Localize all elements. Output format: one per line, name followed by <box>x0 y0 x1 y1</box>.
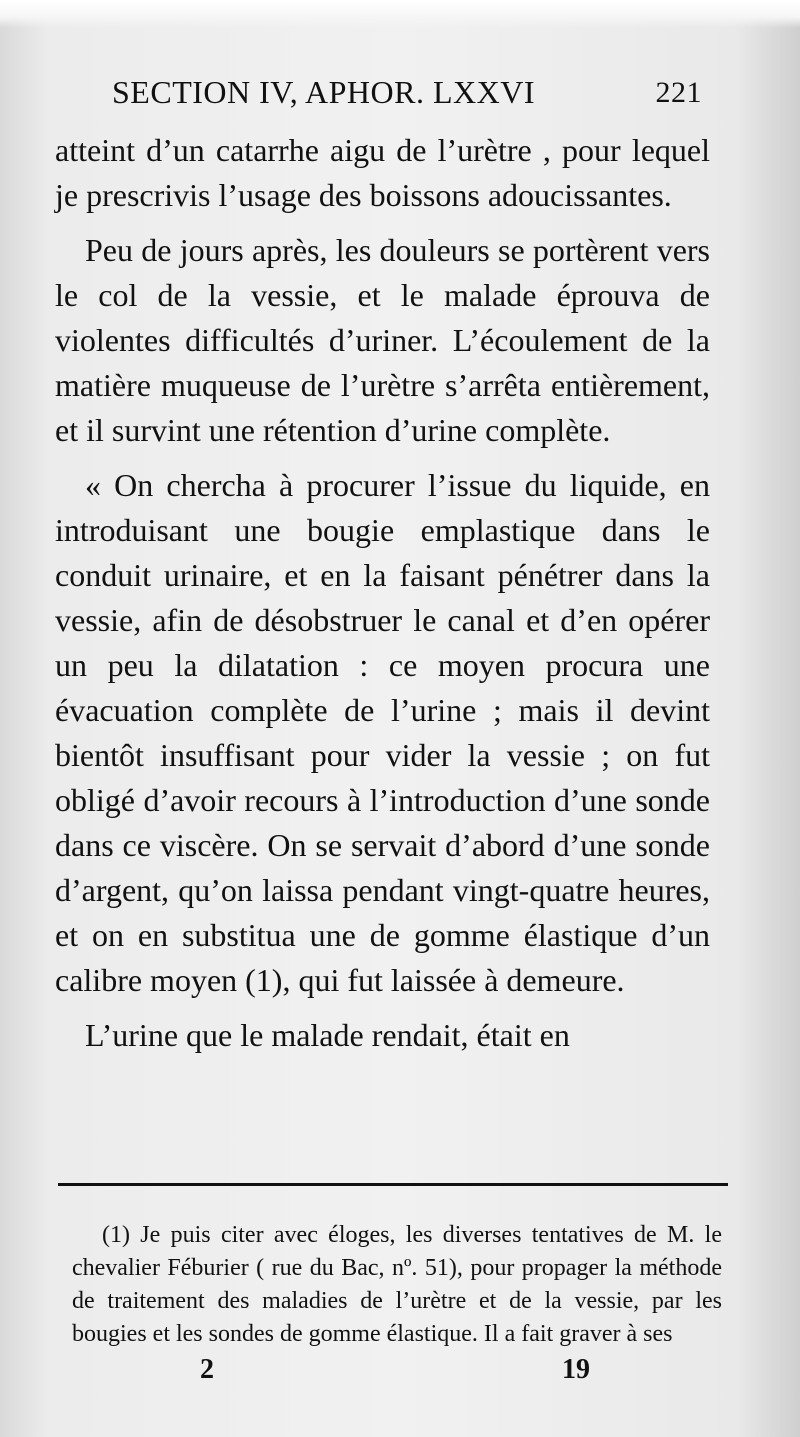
footnote-rule <box>58 1183 728 1186</box>
main-text <box>55 128 710 1058</box>
signature-mark-left: 2 <box>200 1354 214 1385</box>
footnote: (1) Je puis citer avec éloges, les diverses tentatives de M. le chevalier Féburier ( rue du Bac, nº. 51), pour propager la méthode de traitement des maladies de l’urètre et de la vessie, par les bougies et les sondes de gomme élastique. Il a fait graver à ses <box>72 1222 722 1347</box>
signature-marks <box>200 1354 600 1394</box>
scan-edge <box>0 0 800 28</box>
page-header <box>112 74 702 118</box>
paragraph: Peu de jours après, les douleurs se portèrent vers le col de la vessie, et le malade éprouva de violentes difficultés d’uriner. L’écoulement de la matière muqueuse de l’urètre s’arrêta entièrement, et il survint une rétention d’urine complète. <box>55 232 710 448</box>
page-number: 221 <box>655 76 702 109</box>
paragraph: L’urine que le malade rendait, était en <box>85 1017 570 1053</box>
signature-mark-right: 19 <box>562 1354 590 1385</box>
paragraph: atteint d’un catarrhe aigu de l’urètre , pour lequel je prescrivis l’usage des boissons adoucissantes. <box>55 132 710 213</box>
running-head: SECTION IV, APHOR. LXXVI <box>112 74 535 110</box>
paragraph: « On chercha à procurer l’issue du liquide, en introduisant une bougie emplastique dans le conduit urinaire, et en la faisant pénétrer dans la vessie, afin de désobstruer le canal et d’en opérer un peu la dilatation : ce moyen procura une évacuation complète de l’urine ; mais il devint bientôt insuffisant pour vider la vessie ; on fut obligé d’avoir recours à l’introduction d’une sonde dans ce viscère. On se servait d’abord d’une sonde d’argent, qu’on laissa pendant vingt-quatre heures, et on en substitua une de gomme élastique d’un calibre moyen (1), qui fut laissée à demeure. <box>55 467 710 998</box>
